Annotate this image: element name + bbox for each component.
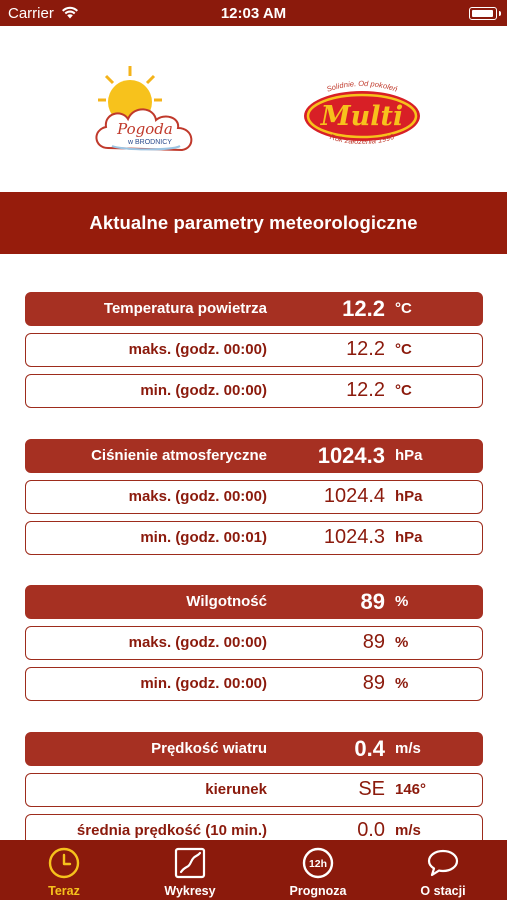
- temperature-row: [25, 292, 483, 326]
- svg-text:12h: 12h: [308, 858, 328, 870]
- 12h-icon: [302, 847, 334, 879]
- row-unit: hPa: [395, 488, 423, 505]
- temperature-min-row: [25, 374, 483, 408]
- pogoda-logo-title: Pogoda: [117, 120, 173, 138]
- row-value: 1024.4: [323, 485, 385, 507]
- row-value: 12.2: [346, 338, 385, 360]
- humidity-min-row: [25, 667, 483, 701]
- row-unit: hPa: [395, 447, 423, 464]
- row-label: maks. (godz. 00:00): [128, 488, 267, 505]
- section-title: Aktualne parametry meteorologiczne: [89, 212, 418, 233]
- row-value: 1024.3: [323, 526, 385, 548]
- wind-average-row: [25, 814, 483, 840]
- row-label: Temperatura powietrza: [103, 300, 267, 317]
- tab-label: Teraz: [48, 884, 80, 898]
- clock-icon: [48, 847, 80, 879]
- row-label: Wilgotność: [186, 593, 267, 610]
- row-unit: %: [395, 675, 409, 692]
- pogoda-w-brodnicy-logo: [90, 64, 200, 159]
- carrier-label: Carrier: [8, 5, 54, 22]
- row-unit: °C: [395, 300, 412, 317]
- row-label: min. (godz. 00:00): [140, 382, 267, 399]
- clock-time: 12:03 AM: [220, 5, 287, 22]
- status-bar: [0, 0, 507, 26]
- row-value: 0.0: [357, 819, 385, 840]
- tab-teraz[interactable]: [9, 840, 119, 900]
- measurements-list[interactable]: [0, 254, 507, 840]
- row-label: maks. (godz. 00:00): [128, 341, 267, 358]
- row-unit: hPa: [395, 529, 423, 546]
- tab-label: Wykresy: [164, 884, 216, 898]
- row-label: maks. (godz. 00:00): [128, 634, 267, 651]
- chart-icon: [174, 847, 206, 879]
- wind-direction-row: [25, 773, 483, 807]
- tab-prognoza[interactable]: [263, 840, 373, 900]
- tab-label: Prognoza: [289, 884, 347, 898]
- pressure-row: [25, 439, 483, 473]
- row-unit: 146°: [395, 781, 427, 798]
- multi-logo-slogan: Solidnie. Od pokoleń: [325, 78, 399, 94]
- row-value: 89: [362, 672, 385, 694]
- wind-speed-row: [25, 732, 483, 766]
- speech-bubble-icon: [427, 847, 459, 879]
- pogoda-logo-subtitle: w BRODNICY: [128, 139, 172, 146]
- row-value: 12.2: [346, 379, 385, 401]
- humidity-row: [25, 585, 483, 619]
- row-unit: °C: [395, 341, 412, 358]
- section-header: [0, 192, 507, 254]
- row-value: 1024.3: [317, 443, 385, 468]
- row-value: 89: [362, 631, 385, 653]
- multi-logo-year: Rok założenia 1990: [328, 132, 396, 147]
- pressure-min-row: [25, 521, 483, 555]
- battery-icon: [469, 7, 497, 20]
- temperature-max-row: [25, 333, 483, 367]
- row-value: SE: [358, 778, 385, 800]
- row-label: min. (godz. 00:01): [140, 529, 267, 546]
- multi-logo: [296, 74, 428, 154]
- logo-area: [0, 26, 507, 192]
- multi-logo-name: Multi: [320, 101, 404, 132]
- humidity-max-row: [25, 626, 483, 660]
- pressure-max-row: [25, 480, 483, 514]
- row-label: Prędkość wiatru: [151, 740, 267, 757]
- tab-wykresy[interactable]: [135, 840, 245, 900]
- row-value: 0.4: [354, 736, 385, 761]
- row-value: 12.2: [342, 296, 385, 321]
- row-label: kierunek: [205, 781, 267, 798]
- row-unit: %: [395, 634, 409, 651]
- tab-label: O stacji: [420, 884, 466, 898]
- row-label: min. (godz. 00:00): [140, 675, 267, 692]
- tab-bar: [0, 840, 507, 900]
- tab-o-stacji[interactable]: [388, 840, 498, 900]
- row-unit: %: [395, 593, 409, 610]
- row-label: średnia prędkość (10 min.): [76, 822, 267, 839]
- row-label: Ciśnienie atmosferyczne: [91, 447, 267, 464]
- row-unit: m/s: [395, 822, 421, 839]
- row-unit: m/s: [395, 740, 421, 757]
- row-value: 89: [360, 589, 385, 614]
- row-unit: °C: [395, 382, 412, 399]
